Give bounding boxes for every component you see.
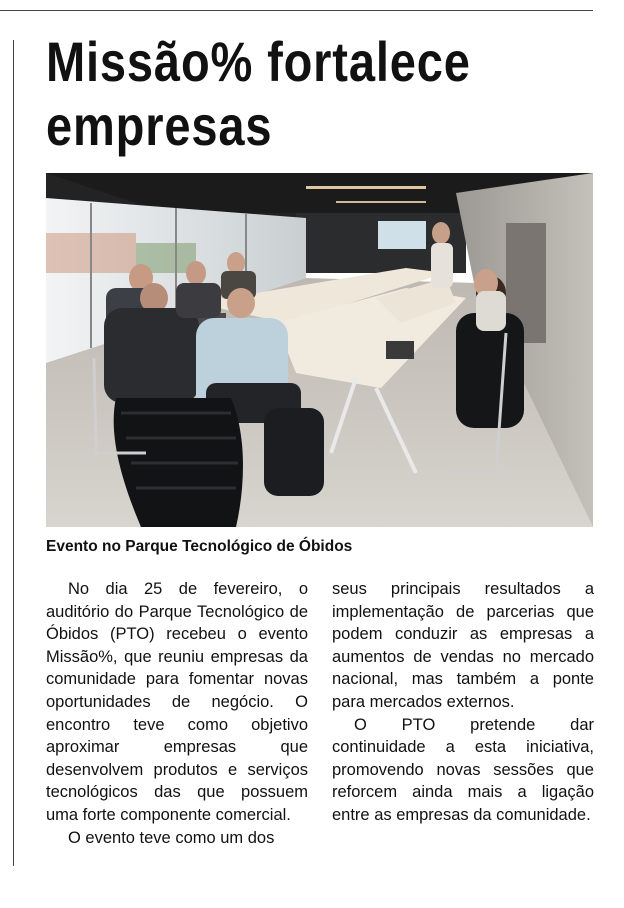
paragraph: O PTO pretende dar continuidade a esta iniciativa, promovendo novas sessões que reforcem ainda mais a ligação entre as empresas da comunidade. (332, 715, 594, 824)
top-rule (0, 10, 593, 11)
meeting-photo (46, 173, 593, 527)
body-column-left (46, 578, 308, 849)
paragraph: No dia 25 de fevereiro, o auditório do Parque Tecnológico de Óbidos (PTO) recebeu o evento Missão%, que reuniu empresas da comunidade para fomentar novas oportunidades de negócio. O encontro teve como objetivo aproximar empresas que desenvolvem produtos e serviços tecnológicos das que possuem uma forte componente comercial. (46, 580, 308, 824)
left-column-rule (13, 40, 14, 866)
paragraph: O evento teve como um dos (68, 828, 275, 847)
body-column-right (332, 578, 594, 827)
paragraph: seus principais resultados a implementação de parcerias que podem conduzir as empresas a aumentos de vendas no mercado nacional, mas também a ponte para mercados externos. (332, 580, 594, 711)
photo-caption: Evento no Parque Tecnológico de Óbidos (46, 538, 353, 555)
headline: Missão% fortalece empresas (46, 30, 471, 157)
